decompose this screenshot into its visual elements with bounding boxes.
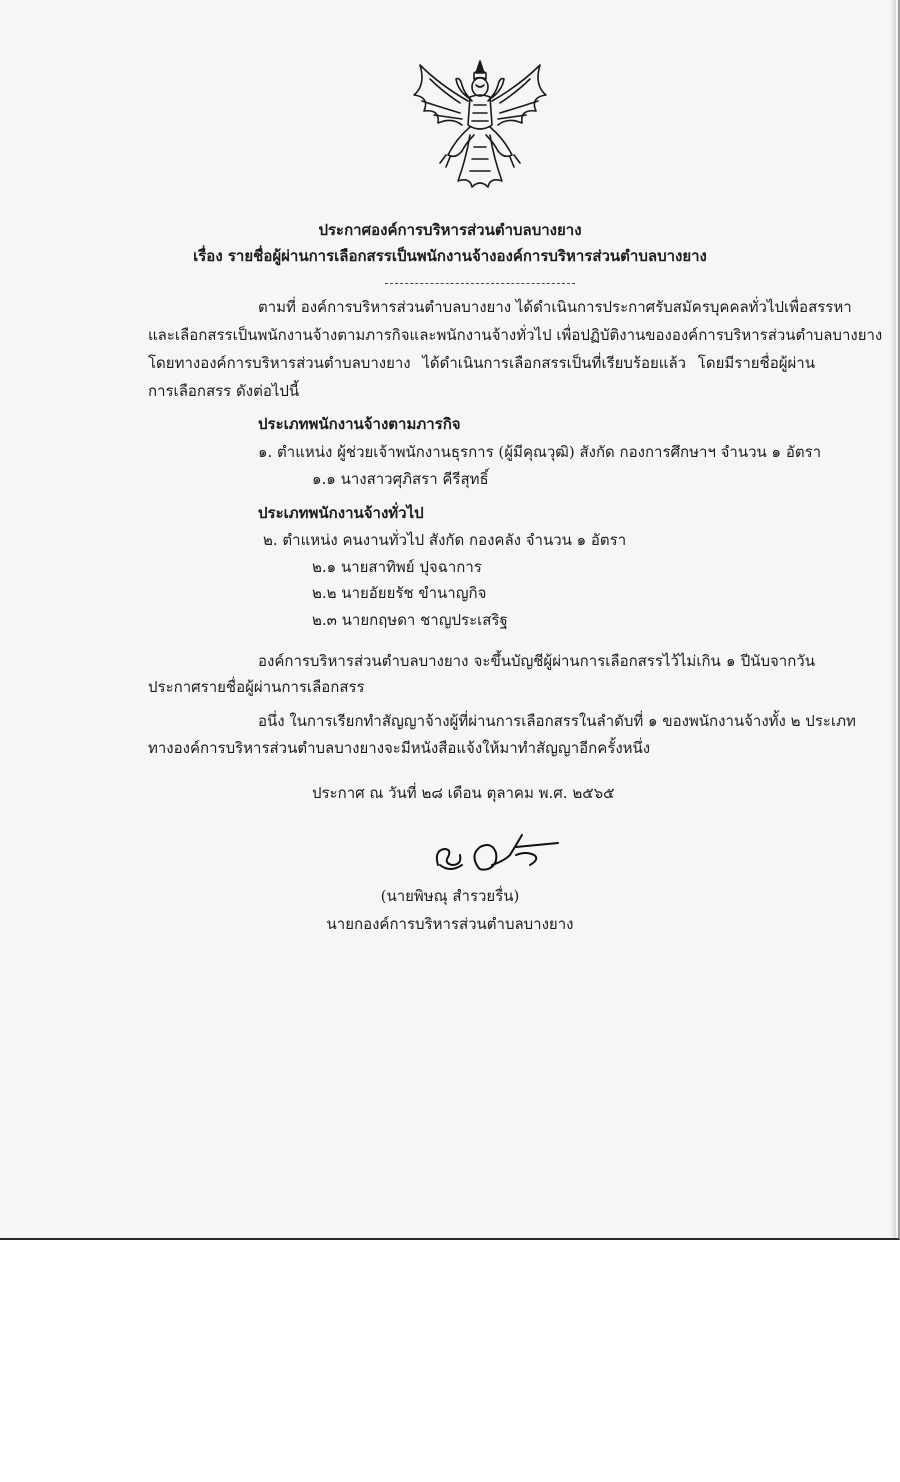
section2-position: ๒. ตำแหน่ง คนงานทั่วไป สังกัด กองคลัง จำนวน ๑ อัตรา: [263, 531, 627, 549]
intro-line-4: การเลือกสรร ดังต่อไปนี้: [148, 382, 300, 400]
document-subject: เรื่อง รายชื่อผู้ผ่านการเลือกสรรเป็นพนักงานจ้างองค์การบริหารส่วนตำบลบางยาง: [193, 247, 707, 265]
garuda-emblem-icon: [400, 55, 560, 195]
section2-name-1: ๒.๑ นายสาทิพย์ ปุจฉาการ: [312, 558, 482, 576]
section1-position: ๑. ตำแหน่ง ผู้ช่วยเจ้าพนักงานธุรการ (ผู้มีคุณวุฒิ) สังกัด กองการศึกษาฯ จำนวน ๑ อัตรา: [258, 443, 822, 461]
section2-name-3: ๒.๓ นายกฤษดา ชาญประเสริฐ: [312, 611, 508, 629]
handwritten-signature-icon: [430, 825, 570, 885]
para2-line-1: องค์การบริหารส่วนตำบลบางยาง จะขึ้นบัญชีผู้ผ่านการเลือกสรรไว้ไม่เกิน ๑ ปีนับจากวัน: [258, 652, 815, 670]
intro-line-1: ตามที่ องค์การบริหารส่วนตำบลบางยาง ได้ดำเนินการประกาศรับสมัครบุคคลทั่วไปเพื่อสรรหา: [258, 298, 852, 316]
intro-line-3: โดยทางองค์การบริหารส่วนตำบลบางยาง ได้ดำเนินการเลือกสรรเป็นที่เรียบร้อยแล้ว โดยมีรายชื่อผู้ผ่าน: [148, 354, 815, 372]
signer-title: นายกองค์การบริหารส่วนตำบลบางยาง: [326, 915, 574, 933]
para2-line-2: ประกาศรายชื่อผู้ผ่านการเลือกสรร: [148, 678, 365, 696]
section2-name-2: ๒.๒ นายอัยยรัช ขำนาญกิจ: [312, 584, 487, 602]
intro-line-2: และเลือกสรรเป็นพนักงานจ้างตามภารกิจและพนักงานจ้างทั่วไป เพื่อปฏิบัติงานขององค์การบริหารส่วนตำบลบางยาง: [148, 326, 883, 344]
section1-heading: ประเภทพนักงานจ้างตามภารกิจ: [258, 415, 461, 433]
announce-date: ประกาศ ณ วันที่ ๒๘ เดือน ตุลาคม พ.ศ. ๒๕๖๕: [312, 784, 615, 802]
section1-name-1: ๑.๑ นางสาวศุภิสรา คีรีสุทธิ์: [312, 470, 489, 488]
para3-line-2: ทางองค์การบริหารส่วนตำบลบางยางจะมีหนังสือแจ้งให้มาทำสัญญาอีกครั้งหนึ่ง: [148, 739, 651, 757]
signer-name: (นายพิษณุ สำรวยรื่น): [380, 887, 520, 905]
divider: [385, 283, 575, 284]
document-title: ประกาศองค์การบริหารส่วนตำบลบางยาง: [318, 221, 582, 239]
section2-heading: ประเภทพนักงานจ้างทั่วไป: [258, 504, 424, 522]
para3-line-1: อนึ่ง ในการเรียกทำสัญญาจ้างผู้ที่ผ่านการเลือกสรรในลำดับที่ ๑ ของพนักงานจ้างทั้ง ๒ ประเภท: [258, 712, 856, 730]
